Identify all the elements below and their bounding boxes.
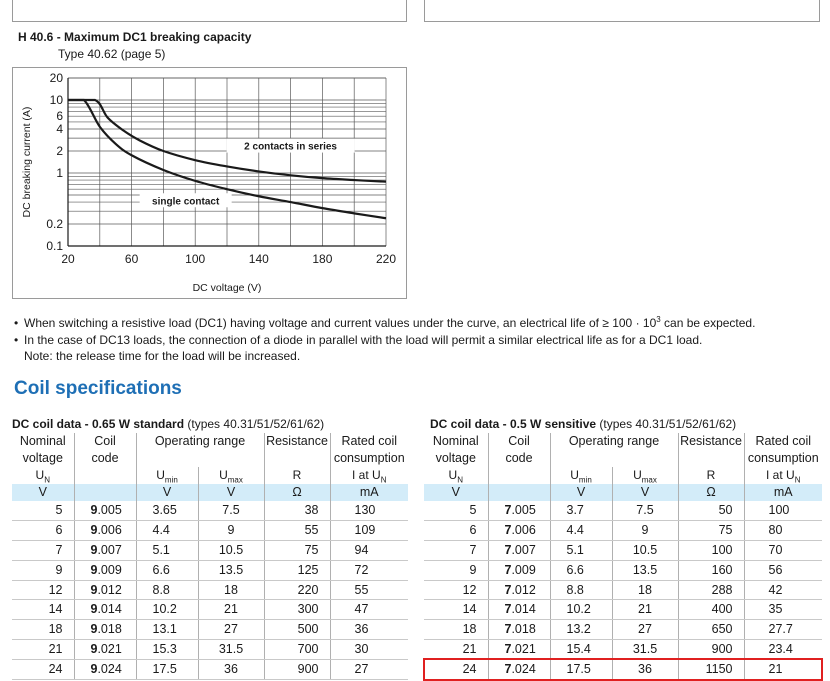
header-nominal-voltage: Nominal voltage bbox=[432, 434, 479, 465]
header-coil-code: Coil code bbox=[488, 433, 550, 467]
top-left-panel-edge bbox=[12, 0, 407, 22]
table-row: 14 7.014 10.2 21 400 35 bbox=[424, 600, 822, 620]
y-tick-label: 2 bbox=[56, 144, 63, 159]
section-heading: Coil specifications bbox=[14, 378, 182, 399]
x-tick-label: 20 bbox=[61, 252, 75, 266]
header-operating-range: Operating range bbox=[550, 433, 678, 467]
header-un: $U_N$ bbox=[448, 468, 463, 485]
label-two-contacts: 2 contacts in series bbox=[244, 141, 338, 153]
unit-v: V bbox=[550, 484, 612, 501]
x-tick-label: 60 bbox=[124, 252, 139, 266]
header-resistance: Resistance bbox=[678, 433, 744, 467]
header-rated-consumption: Rated coil consumption bbox=[330, 433, 408, 467]
header-r: R bbox=[264, 467, 330, 484]
note-resistive-load: • When switching a resistive load (DC1) having voltage and current values under the curve, an electrical life of ≥ $100 \cdot 10^3$ can be expected. bbox=[14, 315, 756, 330]
unit-ohm: Ω bbox=[264, 484, 330, 501]
header-nominal-voltage: Nominal voltage bbox=[19, 434, 66, 465]
breaking-capacity-chart bbox=[13, 68, 406, 298]
header-umax: $U_{max}$ bbox=[198, 467, 264, 484]
table-row: 7 7.007 5.1 10.5 100 70 bbox=[424, 540, 822, 560]
y-tick-label: 0.1 bbox=[46, 239, 63, 253]
y-tick-label: 4 bbox=[56, 122, 63, 137]
table-row: 5 7.005 3.7 7.5 50 100 bbox=[424, 501, 822, 520]
table-row: 5 9.005 3.65 7.5 38 130 bbox=[12, 501, 408, 520]
header-rated-consumption: Rated coil consumption bbox=[744, 433, 822, 467]
chart-subtitle: Type 40.62 (page 5) bbox=[58, 47, 166, 61]
y-tick-label: 20 bbox=[49, 71, 63, 85]
top-right-panel-edge bbox=[424, 0, 820, 22]
header-umin: $U_{min}$ bbox=[136, 467, 198, 484]
header-un: $U_N$ bbox=[35, 468, 50, 485]
header-i-at-un: I at $U_N$ bbox=[744, 467, 822, 484]
header-resistance: Resistance bbox=[264, 433, 330, 467]
table-row: 14 9.014 10.2 21 300 47 bbox=[12, 600, 408, 620]
row-highlight-box bbox=[423, 658, 823, 681]
table-row: 24 9.024 17.5 36 900 27 bbox=[12, 660, 408, 680]
table-row: 12 7.012 8.8 18 288 42 bbox=[424, 580, 822, 600]
x-tick-label: 140 bbox=[248, 252, 269, 266]
chart-frame bbox=[12, 67, 407, 299]
table-row: 9 9.009 6.6 13.5 125 72 bbox=[12, 560, 408, 580]
header-umax: $U_{max}$ bbox=[612, 467, 678, 484]
unit-v: V bbox=[12, 484, 74, 501]
unit-ma: mA bbox=[330, 484, 408, 501]
x-tick-label: 220 bbox=[375, 252, 397, 266]
y-axis-label: DC breaking current (A) bbox=[21, 106, 33, 218]
y-tick-label: 1 bbox=[56, 165, 63, 180]
unit-ma: mA bbox=[744, 484, 822, 501]
header-operating-range: Operating range bbox=[136, 433, 264, 467]
standard-coil-table bbox=[12, 433, 408, 680]
x-axis-label: DC voltage (V) bbox=[192, 282, 262, 294]
chart-grid bbox=[68, 78, 386, 246]
sensitive-coil-table bbox=[424, 433, 822, 680]
unit-v: V bbox=[424, 484, 488, 501]
y-tick-label: 10 bbox=[49, 92, 63, 107]
unit-v: V bbox=[198, 484, 264, 501]
table-row: 21 9.021 15.3 31.5 700 30 bbox=[12, 640, 408, 660]
sensitive-table-title: DC coil data - 0.5 W sensitive (types 40.31/51/52/61/62) bbox=[430, 417, 737, 431]
unit-v: V bbox=[136, 484, 198, 501]
x-tick-label: 100 bbox=[185, 252, 206, 266]
note-dc13-loads: • In the case of DC13 loads, the connection of a diode in parallel with the load will permit a similar electrical life as for a DC1 load. bbox=[14, 332, 703, 347]
unit-v: V bbox=[612, 484, 678, 501]
header-coil-code: Coil code bbox=[74, 433, 136, 467]
label-single-contact: single contact bbox=[152, 196, 220, 208]
table-row: 9 7.009 6.6 13.5 160 56 bbox=[424, 560, 822, 580]
table-row: 21 7.021 15.4 31.5 900 23.4 bbox=[424, 640, 822, 660]
y-tick-label: 0.2 bbox=[46, 217, 63, 232]
x-tick-label: 180 bbox=[312, 252, 333, 266]
header-i-at-un: I at $U_N$ bbox=[330, 467, 408, 484]
unit-ohm: Ω bbox=[678, 484, 744, 501]
table-row: 7 9.007 5.1 10.5 75 94 bbox=[12, 540, 408, 560]
header-r: R bbox=[678, 467, 744, 484]
y-tick-label: 6 bbox=[56, 109, 63, 124]
table-row: 18 7.018 13.2 27 650 27.7 bbox=[424, 620, 822, 640]
table-row: 6 9.006 4.4 9 55 109 bbox=[12, 520, 408, 540]
header-umin: $U_{min}$ bbox=[550, 467, 612, 484]
table-row: 6 7.006 4.4 9 75 80 bbox=[424, 520, 822, 540]
table-row-highlighted: 24 7.024 17.5 36 1150 21 bbox=[424, 660, 822, 680]
note-release-time: Note: the release time for the load will be increased. bbox=[24, 349, 301, 363]
chart-labels bbox=[21, 71, 396, 294]
notes bbox=[14, 315, 755, 365]
standard-table-title: DC coil data - 0.65 W standard (types 40.31/51/52/61/62) bbox=[12, 417, 325, 431]
table-row: 12 9.012 8.8 18 220 55 bbox=[12, 580, 408, 600]
table-row: 18 9.018 13.1 27 500 36 bbox=[12, 620, 408, 640]
chart-title: H 40.6 - Maximum DC1 breaking capacity bbox=[18, 30, 252, 44]
